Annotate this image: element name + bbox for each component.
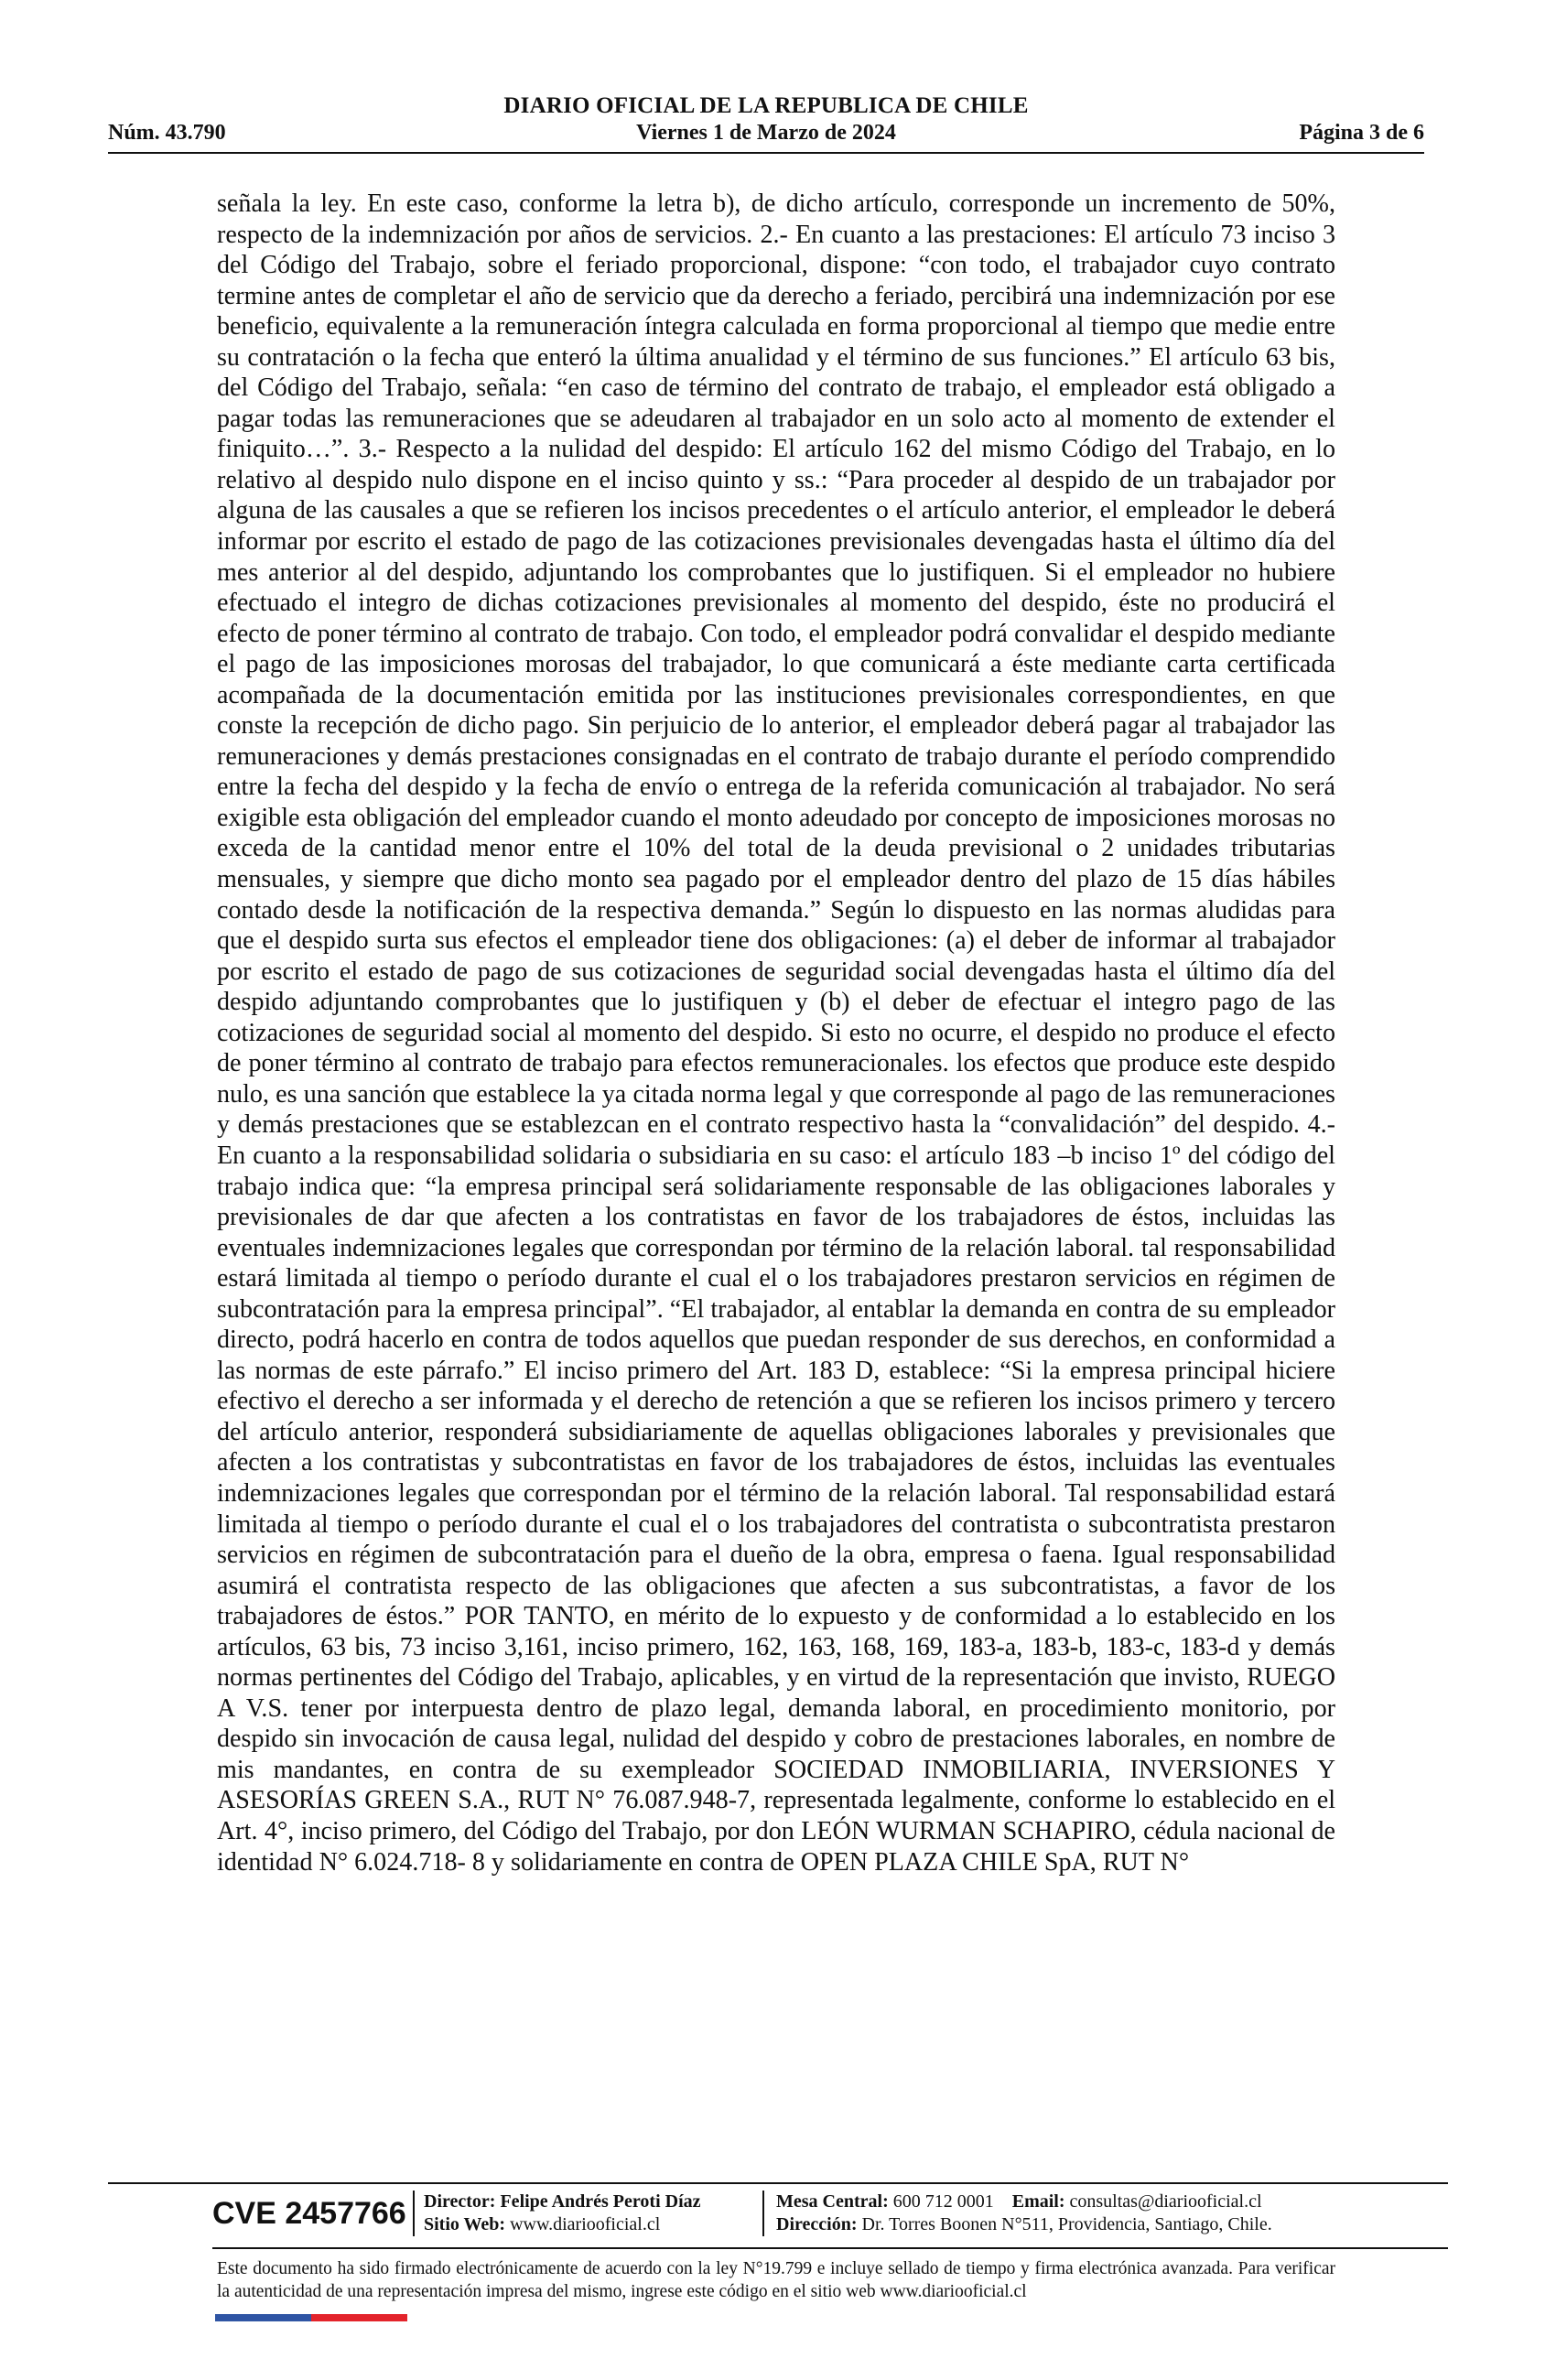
cve-code: CVE 2457766: [212, 2196, 406, 2231]
body-text: señala la ley. En este caso, conforme la letra b), de dicho artículo, corresponde un incremento de 50%, respecto de la indemnización por años de servicios. 2.- En cuanto a las prestaciones: El artículo 73 inciso 3 del Código del Trabajo, sobre el feriado proporcional, dispone: “con todo, el trabajador cuyo contrato termine antes de completar el año de servicio que da derecho a feriado, percibirá una indemnización por ese beneficio, equivalente a la remuneración íntegra calculada en forma proporcional al tiempo que medie entre su contratación o la fecha que enteró la última anualidad y el término de sus funciones.” El artículo 63 bis, del Código del Trabajo, señala: “en caso de término del contrato de trabajo, el empleador está obligado a pagar todas las remuneraciones que se adeudaren al trabajador en un solo acto al momento de extender el finiquito…”. 3.- Respecto a la nulidad del despido: El artículo 162 del mismo Código del Trabajo, en lo relativo al despido nulo dispone en el inciso quinto y ss.: “Para proceder al despido de un trabajador por alguna de las causales a que se refieren los incisos precedentes o el artículo anterior, el empleador le deberá informar por escrito el estado de pago de las cotizaciones previsionales devengadas hasta el último día del mes anterior al del despido, adjuntando los comprobantes que lo justifiquen. Si el empleador no hubiere efectuado el integro de dichas cotizaciones previsionales al momento del despido, éste no producirá el efecto de poner término al contrato de trabajo. Con todo, el empleador podrá convalidar el despido mediante el pago de las imposiciones morosas del trabajador, lo que comunicará a éste mediante carta certificada acompañada de la documentación emitida por las instituciones previsionales correspondientes, en que conste la recepción de dicho pago. Sin perjuicio de lo anterior, el empleador deberá pagar al trabajador las remuneraciones y demás prestaciones consignadas en el contrato de trabajo durante el período comprendido entre la fecha del despido y la fecha de envío o entrega de la referida comunicación al trabajador. No será exigible esta obligación del empleador cuando el monto adeudado por concepto de imposiciones morosas no exceda de la cantidad menor entre el 10% del total de la deuda previsional o 2 unidades tributarias mensuales, y siempre que dicho monto sea pagado por el empleador dentro del plazo de 15 días hábiles contado desde la notificación de la respectiva demanda.” Según lo dispuesto en las normas aludidas para que el despido surta sus efectos el empleador tiene dos obligaciones: (a) el deber de informar al trabajador por escrito el estado de pago de sus cotizaciones de seguridad social devengadas hasta el último día del despido adjuntando comprobantes que lo justifiquen y (b) el deber de efectuar el integro pago de las cotizaciones de seguridad social al momento del despido. Si esto no ocurre, el despido no produce el efecto de poner término al contrato de trabajo para efectos remuneracionales. los efectos que produce este despido nulo, es una sanción que establece la ya citada norma legal y que corresponde al pago de las remuneraciones y demás prestaciones que se establezcan en el contrato respectivo hasta la “convalidación” del despido. 4.- En cuanto a la responsabilidad solidaria o subsidiaria en su caso: el artículo 183 –b inciso 1º del código del trabajo indica que: “la empresa principal será solidariamente responsable de las obligaciones laborales y previsionales de dar que afecten a los contratistas en favor de los trabajadores de éstos, incluidas las eventuales indemnizaciones legales que correspondan por término de la relación laboral. tal responsabilidad estará limitada al tiempo o período durante el cual el o los trabajadores prestaron servicios en régimen de subcontratación para la empresa principal”. “El trabajador, al entablar la demanda en contra de su empleador directo, podrá hacerlo en contra de todos aquellos que puedan responder de sus derechos, en conformidad a las normas de este párrafo.” El inciso primero del Art. 183 D, establece: “Si la empresa principal hiciere efectivo el derecho a ser informada y el derecho de retención a que se refieren los incisos primero y tercero del artículo anterior, responderá subsidiariamente de aquellas obligaciones laborales y previsionales que afecten a los contratistas y subcontratistas en favor de los trabajadores de éstos, incluidas las eventuales indemnizaciones legales que correspondan por el término de la relación laboral. Tal responsabilidad estará limitada al tiempo o período durante el cual el o los trabajadores del contratista o subcontratista prestaron servicios en régimen de subcontratación para el dueño de la obra, empresa o faena. Igual responsabilidad asumirá el contratista respecto de las obligaciones que afecten a sus subcontratistas, a favor de los trabajadores de éstos.” POR TANTO, en mérito de lo expuesto y de conformidad a lo establecido en los artículos, 63 bis, 73 inciso 3,161, inciso primero, 162, 163, 168, 169, 183-a, 183-b, 183-c, 183-d y demás normas pertinentes del Código del Trabajo, aplicables, y en virtud de la representación que invisto, RUEGO A V.S. tener por interpuesta dentro de plazo legal, demanda laboral, en procedimiento monitorio, por despido sin invocación de causa legal, nulidad del despido y cobro de prestaciones laborales, en nombre de mis mandantes, en contra de su exempleador SOCIEDAD INMOBILIARIA, INVERSIONES Y ASESORÍAS GREEN S.A., RUT N° 76.087.948-7, representada legalmente, conforme lo establecido en el Art. 4°, inciso primero, del Código del Trabajo, por don LEÓN WURMAN SCHAPIRO, cédula nacional de identidad N° 6.024.718- 8 y solidariamente en contra de OPEN PLAZA CHILE SpA, RUT N°: [217, 189, 1335, 1877]
email-label: Email:: [1011, 2191, 1065, 2212]
publication-date: Viernes 1 de Marzo de 2024: [636, 121, 896, 145]
flag-blue-segment: [215, 2314, 311, 2321]
address-text: Dr. Torres Boonen N°511, Providencia, Santiago, Chile.: [861, 2214, 1272, 2234]
electronic-signature-notice: Este documento ha sido firmado electrónicamente de acuerdo con la ley N°19.799 e incluye sellado de tiempo y firma electrónica avanzada. Para verificar la autenticidad de una representación impresa del mismo, ingrese este código en el sitio web www.diariooficial.cl: [217, 2259, 1335, 2301]
page-header: [108, 88, 1424, 154]
director-label: Director:: [424, 2191, 496, 2212]
chile-flag-bar: [215, 2314, 407, 2321]
phone-number: 600 712 0001: [892, 2191, 994, 2212]
issue-number: Núm. 43.790: [108, 121, 226, 145]
page-indicator: Página 3 de 6: [1299, 121, 1424, 145]
footer-divider-secondary: [212, 2247, 1448, 2249]
footer-separator: [413, 2191, 415, 2236]
flag-red-segment: [311, 2314, 407, 2321]
website-label: Sitio Web:: [424, 2214, 506, 2234]
website-link[interactable]: www.diariooficial.cl: [510, 2214, 661, 2234]
director-name: Felipe Andrés Peroti Díaz: [500, 2191, 701, 2212]
email-link[interactable]: consultas@diariooficial.cl: [1069, 2191, 1262, 2212]
footer-separator: [762, 2191, 764, 2236]
phone-label: Mesa Central:: [776, 2191, 889, 2212]
footer-contact-block: [776, 2191, 1272, 2236]
footer-divider: [108, 2182, 1448, 2184]
footer-director-block: [424, 2191, 701, 2236]
publication-title: DIARIO OFICIAL DE LA REPUBLICA DE CHILE: [503, 93, 1029, 118]
address-label: Dirección:: [776, 2214, 858, 2234]
